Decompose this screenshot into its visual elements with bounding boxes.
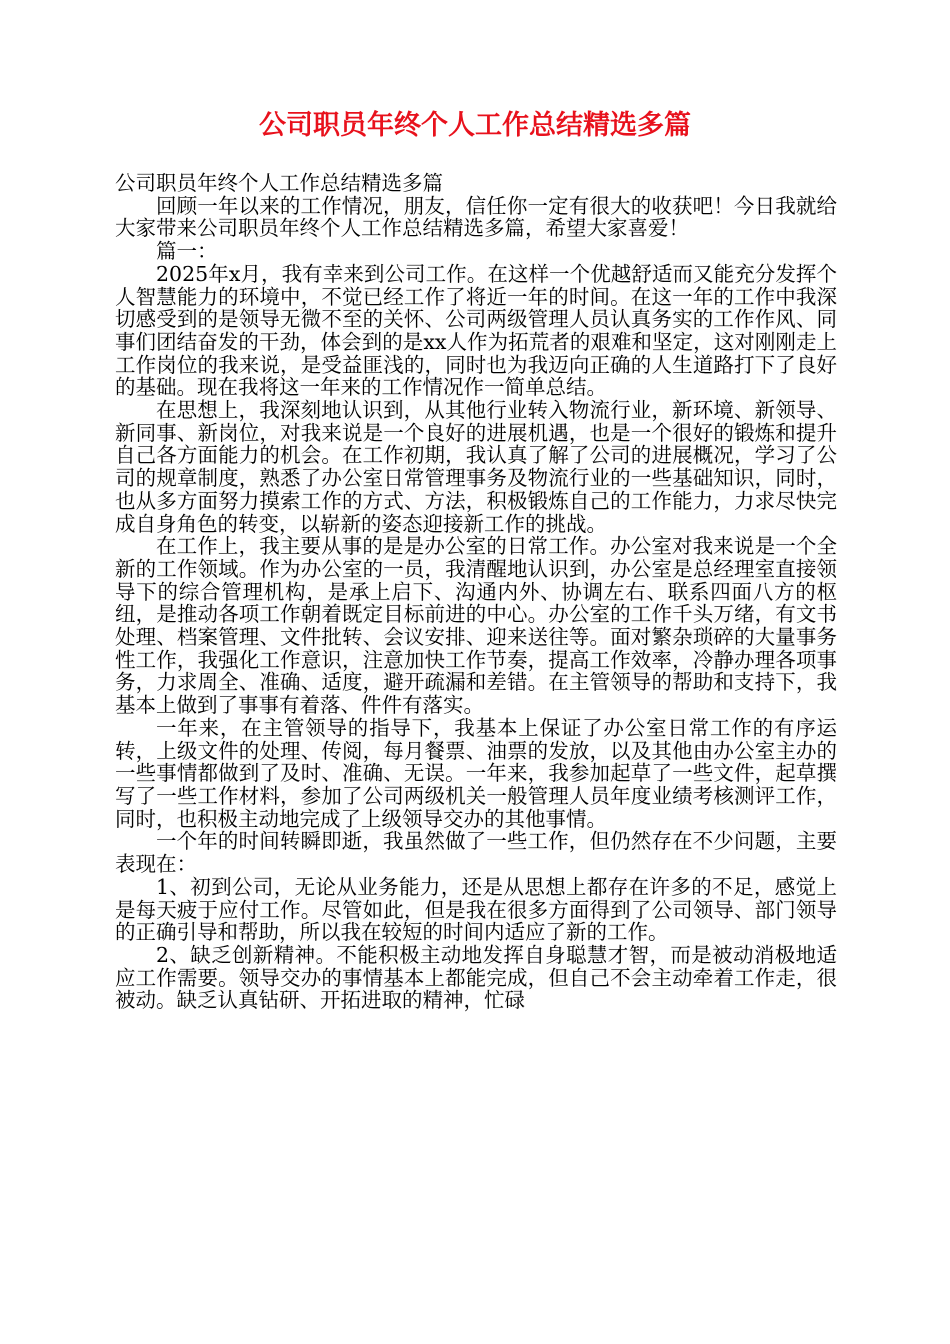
section-heading: 篇一： — [156, 239, 218, 264]
paragraph: 回顾一年以来的工作情况，朋友，信任你一定有很大的收获吧！今日我就给大家带来公司职员年终个人工作总结精选多篇，希望大家喜爱！ — [115, 193, 837, 241]
paragraph: 一年来，在主管领导的指导下，我基本上保证了办公室日常工作的有序运转，上级文件的处理、传阅，每月餐票、油票的发放，以及其他由办公室主办的一些事情都做到了及时、准确、无误。一年来，我参加起草了一些文件，起草撰写了一些工作材料，参加了公司两级机关一般管理人员年度业绩考核测评工作，同时，也积极主动地完成了上级领导交办的其他事情。 — [115, 715, 837, 831]
document-subtitle: 公司职员年终个人工作总结精选多篇 — [115, 171, 443, 195]
document-title: 公司职员年终个人工作总结精选多篇 — [259, 110, 691, 141]
document-body — [115, 172, 837, 1012]
paragraph: 在工作上，我主要从事的是是办公室的日常工作。办公室对我来说是一个全新的工作领域。作为办公室的一员，我清醒地认识到，办公室是总经理室直接领导下的综合管理机构，是承上启下、沟通内外、协调左右、联系四面八方的枢纽，是推动各项工作朝着既定目标前进的中心。办公室的工作千头万绪，有文书处理、档案管理、文件批转、会议安排、迎来送往等。面对繁杂琐碎的大量事务性工作，我强化工作意识，注意加快工作节奏，提高工作效率，冷静办理各项事务，力求周全、准确、适度，避开疏漏和差错。在主管领导的帮助和支持下，我基本上做到了事事有着落、件件有落实。 — [115, 534, 837, 718]
paragraph: 一个年的时间转瞬即逝，我虽然做了一些工作，但仍然存在不少问题，主要表现在： — [115, 829, 837, 877]
paragraph: 2025年x月，我有幸来到公司工作。在这样一个优越舒适而又能充分发挥个人智慧能力的环境中，不觉已经工作了将近一年的时间。在这一年的工作中我深切感受到的是领导无微不至的关怀、公司两级管理人员认真务实的工作作风、同事们团结奋发的干劲，体会到的是xx人作为拓荒者的艰难和坚定，这对刚刚走上工作岗位的我来说，是受益匪浅的，同时也为我迈向正确的人生道路打下了良好的基础。现在我将这一年来的工作情况作一简单总结。 — [115, 261, 837, 400]
paragraph: 在思想上，我深刻地认识到，从其他行业转入物流行业，新环境、新领导、新同事、新岗位，对我来说是一个良好的进展机遇，也是一个很好的锻炼和提升自己各方面能力的机会。在工作初期，我认真了解了公司的进展概况，学习了公司的规章制度，熟悉了办公室日常管理事务及物流行业的一些基础知识，同时，也从多方面努力摸索工作的方式、方法，积极锻炼自己的工作能力，力求尽快完成自身角色的转变，以崭新的姿态迎接新工作的挑战。 — [115, 398, 837, 536]
list-item: 1、初到公司，无论从业务能力，还是从思想上都存在许多的不足，感觉上是每天疲于应付工作。尽管如此，但是我在很多方面得到了公司领导、部门领导的正确引导和帮助，所以我在较短的时间内适应了新的工作。 — [115, 874, 837, 945]
list-item: 2、缺乏创新精神。不能积极主动地发挥自身聪慧才智，而是被动消极地适应工作需要。领导交办的事情基本上都能完成，但自己不会主动牵着工作走，很被动。缺乏认真钻研、开拓进取的精神，忙碌 — [115, 942, 837, 1013]
